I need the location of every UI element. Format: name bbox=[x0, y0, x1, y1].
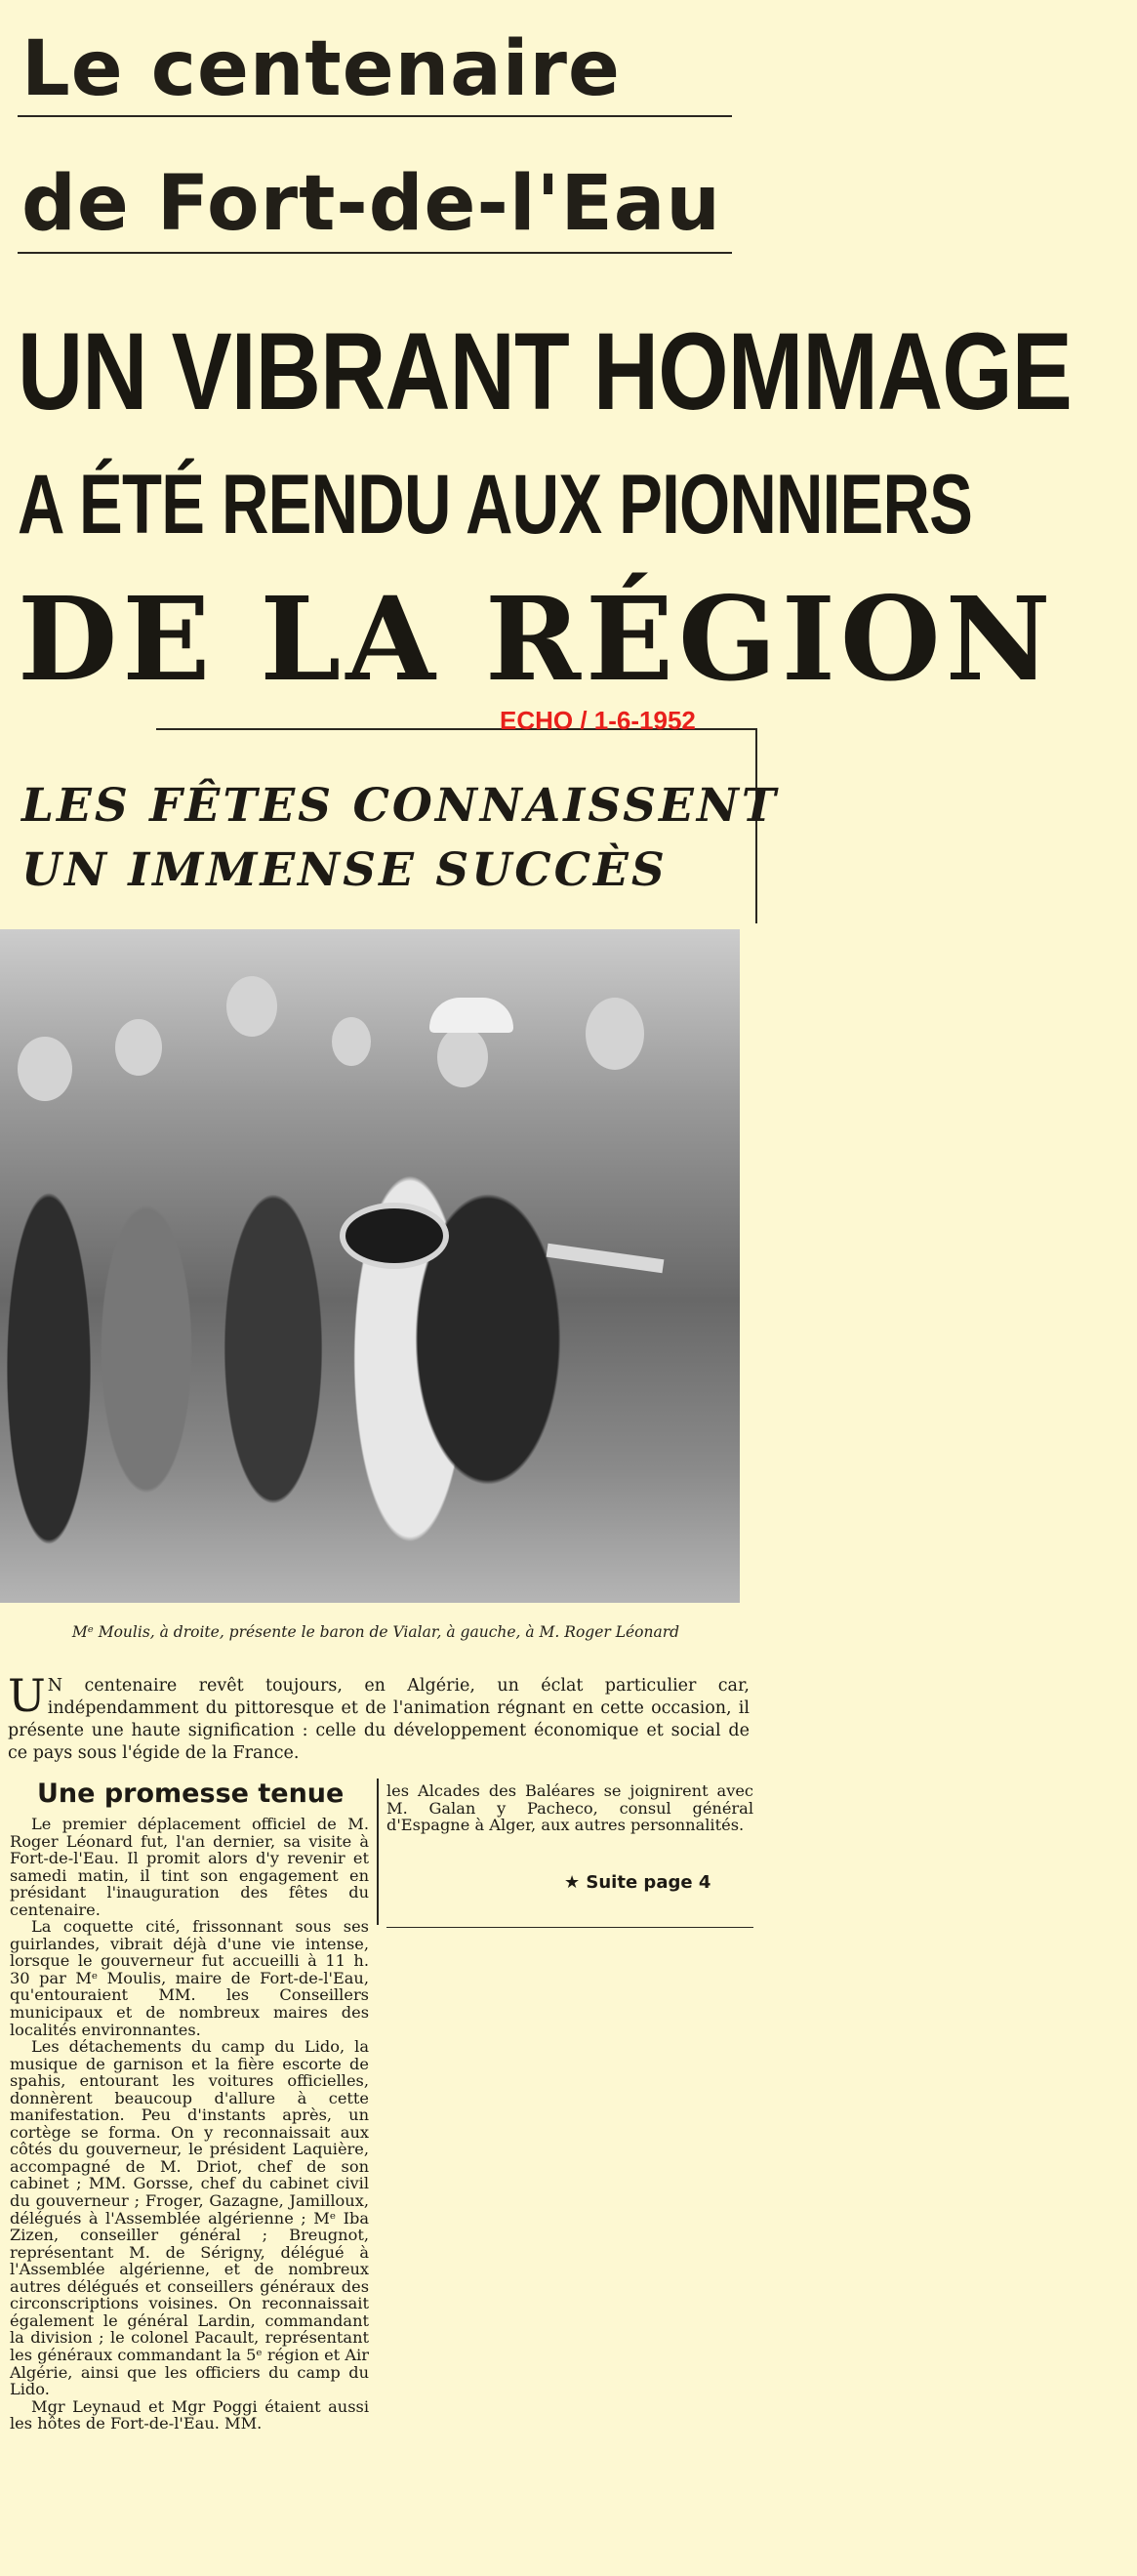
section-title: Une promesse tenue bbox=[37, 1779, 345, 1809]
subhead-line-2: UN IMMENSE SUCCÈS bbox=[21, 843, 668, 897]
kicker-rule-2 bbox=[18, 252, 732, 254]
article-column-2 bbox=[386, 1782, 753, 1834]
column2-bottom-rule bbox=[386, 1927, 753, 1928]
column1-paragraph: Les détachements du camp du Lido, la musique de garnison et la fière escorte de spahis, entourant les voitures officielles, donnèrent beaucoup d'allure à cette manifestation. Peu d'instants après, un cortège se forma. On y reconnaissait aux côtés du gouverneur, le président Laquière, accompagné de M. Driot, chef de son cabinet ; MM. Gorsse, chef du cabinet civil du gouverneur ; Froger, Gazagne, Jamilloux, délégués à l'Assemblée algérienne ; Mᵉ Iba Zizen, conseiller général ; Breugnot, représentant M. de Sérigny, délégué à l'Assemblée algérienne, et de nombreux autres délégués et conseillers généraux des circonscriptions voisines. On reconnaissait également le général Lardin, commandant la division ; le colonel Pacault, représentant les généraux commandant la 5ᵉ région et Air Algérie, ainsi que les officiers du camp du Lido. bbox=[10, 2037, 369, 2399]
drop-cap: U bbox=[8, 1669, 46, 1722]
column-divider bbox=[377, 1779, 379, 1925]
headline-line-1: UN VIBRANT HOMMAGE bbox=[18, 310, 1072, 432]
kicker-rule-1 bbox=[18, 115, 732, 117]
continued-marker: ★ Suite page 4 bbox=[564, 1872, 711, 1893]
column2-paragraph: les Alcades des Baléares se joignirent avec M. Galan y Pacheco, consul général d'Espagne à Alger, aux autres personnalités. bbox=[386, 1781, 753, 1835]
lede-paragraph bbox=[8, 1669, 750, 1765]
photo-caption: Mᵉ Moulis, à droite, présente le baron de Vialar, à gauche, à M. Roger Léonard bbox=[71, 1623, 680, 1641]
subhead-line-1: LES FÊTES CONNAISSENT bbox=[21, 779, 779, 833]
source-stamp: ECHO / 1-6-1952 bbox=[500, 706, 696, 735]
article-column-1 bbox=[10, 1816, 369, 2433]
column1-paragraph: La coquette cité, frissonnant sous ses guirlandes, vibrait déjà d'une vie intense, lorsque le gouverneur fut accueilli à 11 h. 30 par Mᵉ Moulis, maire de Fort-de-l'Eau, qu'entouraient MM. les Conseillers municipaux et de nombreux maires des localités environnantes. bbox=[10, 1917, 369, 2039]
news-photo bbox=[0, 929, 740, 1603]
lede-text: N centenaire revêt toujours, en Algérie, un éclat particulier car, indépendamment du pittoresque et de l'animation régnant en cette occasion, il présente une haute signification : celle du développement économique et social de ce pays sous l'égide de la France. bbox=[8, 1676, 750, 1763]
kicker-line-1: Le centenaire bbox=[21, 25, 621, 113]
column1-paragraph: Mgr Leynaud et Mgr Poggi étaient aussi les hôtes de Fort-de-l'Eau. MM. bbox=[10, 2396, 369, 2433]
column1-paragraph: Le premier déplacement officiel de M. Roger Léonard fut, l'an dernier, sa visite à Fort-de-l'Eau. Il promit alors d'y revenir et samedi matin, il tint son engagement en présidant l'inauguration des fêtes du centenaire. bbox=[10, 1815, 369, 1919]
headline-line-2: A ÉTÉ RENDU AUX PIONNIERS bbox=[18, 458, 973, 552]
kicker-line-2: de Fort-de-l'Eau bbox=[21, 160, 721, 248]
headline-line-3: DE LA RÉGION bbox=[18, 571, 1056, 707]
